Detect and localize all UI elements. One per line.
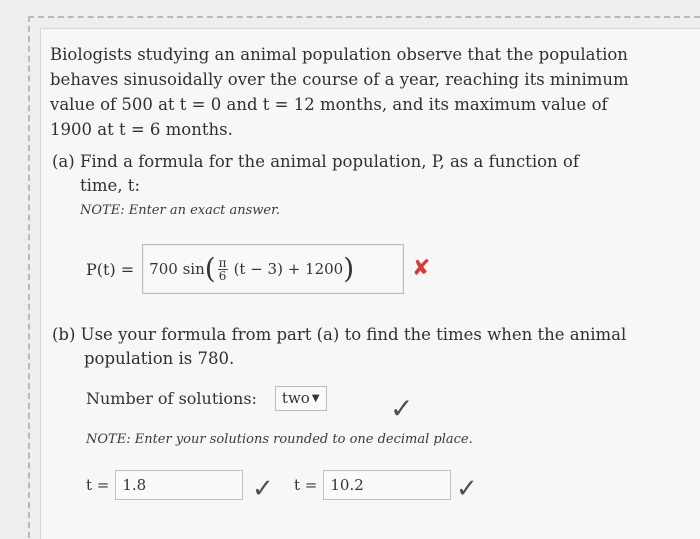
formula-label: P(t) = — [86, 259, 135, 279]
correct-check-icon: ✓ — [252, 474, 274, 504]
dropdown-arrow-icon: ▼ — [311, 392, 320, 404]
solution-value-2: 10.2 — [330, 476, 364, 494]
solution-input-1[interactable] — [115, 470, 243, 500]
problem-statement — [50, 42, 635, 142]
part-b-question: (b) Use your formula from part (a) to find the times when the animal — [52, 325, 627, 344]
answer-text-pre: 700 sin — [149, 260, 205, 278]
t-label: t = — [86, 476, 110, 494]
problem-line: Biologists studying an animal population observe that the population — [50, 45, 628, 64]
num-solutions-select[interactable] — [275, 386, 327, 411]
dashed-border-left — [28, 16, 30, 538]
part-b — [52, 323, 637, 371]
incorrect-x-icon: ✘ — [412, 256, 431, 281]
solution-row-1 — [86, 470, 243, 500]
part-b-note: NOTE: Enter your solutions rounded to one decimal place. — [86, 432, 473, 447]
solution-row-2 — [294, 470, 451, 500]
num-solutions-row — [86, 386, 327, 411]
open-paren: ( — [204, 252, 216, 285]
part-a-note: NOTE: Enter an exact answer. — [80, 203, 281, 218]
part-a-question-cont: time, t: — [80, 176, 140, 195]
close-paren: ) — [343, 252, 355, 285]
part-b-question-cont: population is 780. — [84, 349, 235, 368]
solution-value-1: 1.8 — [122, 476, 147, 494]
fraction-denominator: 6 — [218, 268, 227, 283]
t-label: t = — [294, 476, 318, 494]
formula-answer-field[interactable] — [142, 244, 404, 294]
correct-check-icon: ✓ — [390, 392, 414, 425]
fraction-numerator: π — [218, 255, 227, 270]
part-a-question: (a) Find a formula for the animal population, P, as a function of — [52, 152, 579, 171]
fraction — [218, 257, 228, 282]
num-solutions-label: Number of solutions: — [86, 389, 257, 408]
part-a — [52, 150, 637, 223]
num-solutions-value: two — [281, 389, 310, 407]
problem-line: value of 500 at t = 0 and t = 12 months, and its maximum value of — [50, 95, 608, 114]
answer-text-post: (t − 3) + 1200 — [233, 260, 344, 278]
problem-line: 1900 at t = 6 months. — [50, 120, 233, 139]
dashed-border-top — [28, 16, 700, 18]
part-a-answer-row — [86, 243, 404, 295]
solution-input-2[interactable] — [323, 470, 451, 500]
problem-line: behaves sinusoidally over the course of a year, reaching its minimum — [50, 70, 629, 89]
correct-check-icon: ✓ — [456, 474, 478, 504]
